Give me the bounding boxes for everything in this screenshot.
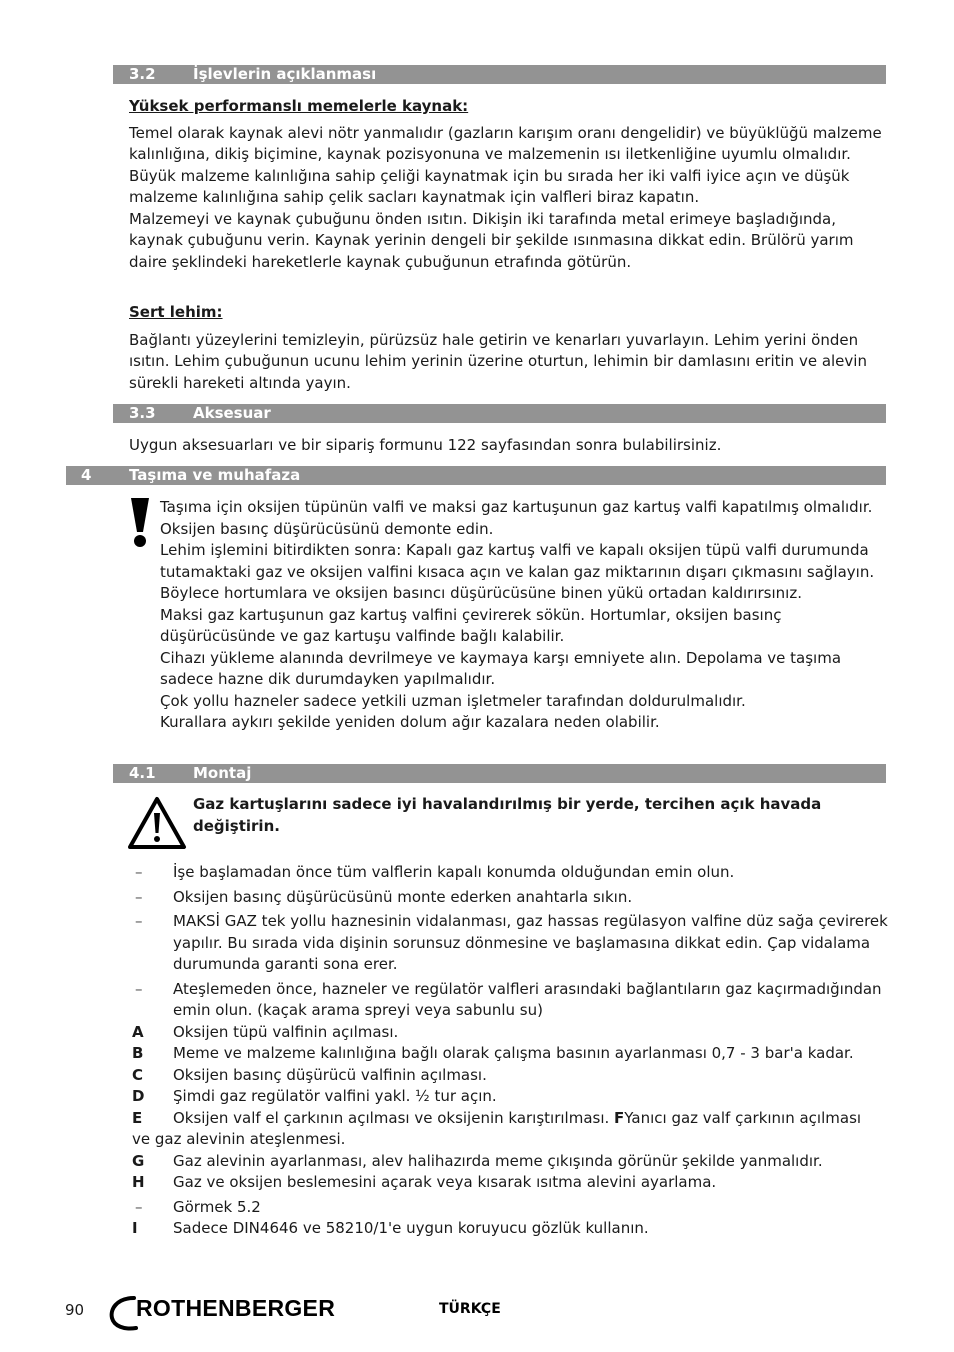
- step-text: Oksijen valf el çarkının açılması ve oksijenin karıştırılması.: [173, 1108, 615, 1127]
- dash-marker: –: [135, 887, 143, 906]
- step-item: [132, 1086, 892, 1108]
- dash-marker: –: [135, 912, 143, 930]
- step-text: Şimdi gaz regülatör valfini yakl. ½ tur açın.: [173, 1087, 497, 1105]
- step-text: Gaz ve oksijen beslemesini açarak veya kısarak ısıtma alevini ayarlama.: [173, 1173, 717, 1191]
- section-title: Taşıma ve muhafaza: [129, 466, 301, 484]
- section-4-header: [66, 466, 886, 485]
- see-reference: Görmek 5.2: [173, 1197, 261, 1216]
- assembly-list: [132, 862, 892, 1240]
- list-item-text: Oksijen basınç düşürücüsünü monte ederken anahtarla sıkın.: [173, 887, 633, 906]
- section-3-3-header: [113, 404, 886, 423]
- step-continuation: ve gaz alevinin ateşlenmesi.: [132, 1130, 346, 1148]
- exclamation-icon: [128, 498, 152, 548]
- brand-logo: ROTHENBERGER: [136, 1295, 336, 1321]
- language-label: TÜRKÇE: [439, 1301, 501, 1317]
- step-item-e: [132, 1108, 892, 1151]
- step-letter: H: [132, 1173, 145, 1191]
- transport-warning: [160, 497, 890, 734]
- warning-line: Taşıma için oksijen tüpünün valfi ve maksi gaz kartuşunun gaz kartuş valfi kapatılmış olmalıdır. Oksijen basınç düşürücüsünü demonte edin.: [160, 498, 873, 538]
- list-item-text: Ateşlemeden önce, hazneler ve regülatör valfleri arasındaki bağlantıların gaz kaçırmadığından emin olun. (kaçak arama spreyi veya sabunlu su): [173, 979, 882, 1019]
- warning-line: Cihazı yükleme alanında devrilmeye ve kaymaya karşı emniyete alın. Depolama ve taşıma sadece hazne dik durumdayken yapılmalıdır.: [160, 648, 842, 688]
- dash-marker: –: [135, 979, 143, 998]
- step-letter: E: [132, 1108, 143, 1127]
- step-letter: C: [132, 1065, 144, 1084]
- section-title: Aksesuar: [193, 404, 271, 422]
- list-item: [132, 887, 892, 909]
- step-letter: I: [132, 1219, 138, 1237]
- step-letter: A: [132, 1022, 144, 1041]
- section-title: Montaj: [193, 764, 252, 782]
- list-item: [132, 862, 892, 884]
- step-text: Sadece DIN4646 ve 58210/1'e uygun koruyucu gözlük kullanın.: [173, 1219, 649, 1237]
- welding-heading: Yüksek performanslı memelerle kaynak:: [129, 97, 469, 115]
- warning-line: Çok yollu hazneler sadece yetkili uzman işletmeler tarafından doldurulmalıdır.: [160, 691, 746, 710]
- section-number: 4.1: [129, 764, 156, 782]
- accessory-text: Uygun aksesuarları ve bir sipariş formunu 122 sayfasından sonra bulabilirsiniz.: [129, 436, 722, 454]
- step-text: Oksijen tüpü valfinin açılması.: [173, 1022, 399, 1041]
- step-item: [132, 1065, 892, 1087]
- warning-line: Kurallara aykırı şekilde yeniden dolum ağır kazalara neden olabilir.: [160, 713, 660, 731]
- step-item: [132, 1218, 892, 1240]
- step-item: [132, 1151, 892, 1173]
- list-item-text: İşe başlamadan önce tüm valflerin kapalı konumda olduğundan emin olun.: [173, 863, 735, 881]
- rothenberger-logo-arc-icon: [106, 1294, 140, 1334]
- warning-line: Lehim işlemini bitirdikten sonra: Kapalı gaz kartuş valfi ve kapalı oksijen tüpü valfi durumunda tutamaktaki gaz ve oksijen valfini kısaca açın ve kalan gaz miktarının dışarı çıkmasını sağlayın. Böylece hortumlara ve oksijen basıncı düşürücüsüne binen yükü ortadan kaldırırsınız.: [160, 541, 875, 602]
- caution-triangle-icon: [127, 796, 187, 850]
- dash-marker: –: [135, 1197, 143, 1216]
- welding-paragraph-2: Büyük malzeme kalınlığına sahip çeliği kaynatmak için bu sırada her iki valfi iyice açın ve düşük malzeme kalınlığına sahip çelik sacları kaynatmak için valfleri biraz kapatın.: [129, 166, 850, 206]
- brazing-block: [129, 302, 889, 394]
- section-title: İşlevlerin açıklanması: [193, 65, 377, 83]
- brazing-paragraph: Bağlantı yüzeylerini temizleyin, pürüzsüz hale getirin ve kenarları yuvarlayın. Lehim yerini önden ısıtın. Lehim çubuğunun ucunu lehim yerinin üzerine oturtun, lehimin bir damlasını eritin ve alevin sürekli hareketi altında yayın.: [129, 330, 867, 392]
- dash-marker: –: [135, 863, 143, 881]
- step-item: [132, 1172, 892, 1194]
- step-letter: D: [132, 1087, 145, 1105]
- list-item: [132, 911, 892, 976]
- caution-text: Gaz kartuşlarını sadece iyi havalandırılmış bir yerde, tercihen açık havada değiştirin.: [193, 795, 822, 835]
- section-number: 3.3: [129, 404, 156, 422]
- step-letter: G: [132, 1151, 145, 1170]
- section-4-1-header: [113, 764, 886, 783]
- section-number: 3.2: [129, 65, 156, 83]
- section-3-2-header: [113, 65, 886, 84]
- list-item: [132, 1197, 892, 1219]
- inline-step-letter: F: [614, 1108, 625, 1127]
- list-item: [132, 979, 892, 1022]
- welding-paragraph-3: Malzemeyi ve kaynak çubuğunu önden ısıtın. Dikişin iki tarafında metal erimeye başladığında, kaynak çubuğunu verin. Kaynak yerinin dengeli bir şekilde ısınmasına dikkat edin. Brülörü yarım daire şeklindeki hareketlerle kaynak çubuğunun etrafında götürün.: [129, 209, 854, 271]
- welding-paragraph-1: Temel olarak kaynak alevi nötr yanmalıdır (gazların karışım oranı dengelidir) ve büyüklüğü malzeme kalınlığına, dikiş biçimine, kaynak pozisyonuna ve malzemenin ısı iletkenliğine uyumlu olmalıdır.: [129, 123, 882, 163]
- step-item: [132, 1022, 892, 1044]
- step-letter: B: [132, 1044, 144, 1062]
- welding-block: [129, 96, 889, 273]
- page-number: 90: [65, 1301, 85, 1319]
- step-item: [132, 1043, 892, 1065]
- section-number: 4: [81, 466, 92, 484]
- step-text: Gaz alevinin ayarlanması, alev halihazırda meme çıkışında görünür şekilde yanmalıdır.: [173, 1151, 823, 1170]
- step-text: Oksijen basınç düşürücü valfinin açılması.: [173, 1065, 487, 1084]
- list-item-text: MAKSİ GAZ tek yollu haznesinin vidalanması, gaz hassas regülasyon valfine düz sağa çevirerek yapılır. Bu sırada vida dişinin sorunsuz dönmesine ve başlamasına dikkat edin. Çap vidalama durumunda garanti sona erer.: [173, 912, 888, 973]
- inline-step-text: Yanıcı gaz valf çarkının açılması: [624, 1108, 862, 1127]
- step-text: Meme ve malzeme kalınlığına bağlı olarak çalışma basının ayarlanması 0,7 - 3 bar'a kadar.: [173, 1044, 854, 1062]
- warning-line: Maksi gaz kartuşunun gaz kartuş valfini çevirerek sökün. Hortumlar, oksijen basınç düşürücüsünde ve gaz kartuşu valfinde bağlı kalabilir.: [160, 605, 782, 645]
- brazing-heading: Sert lehim:: [129, 303, 223, 321]
